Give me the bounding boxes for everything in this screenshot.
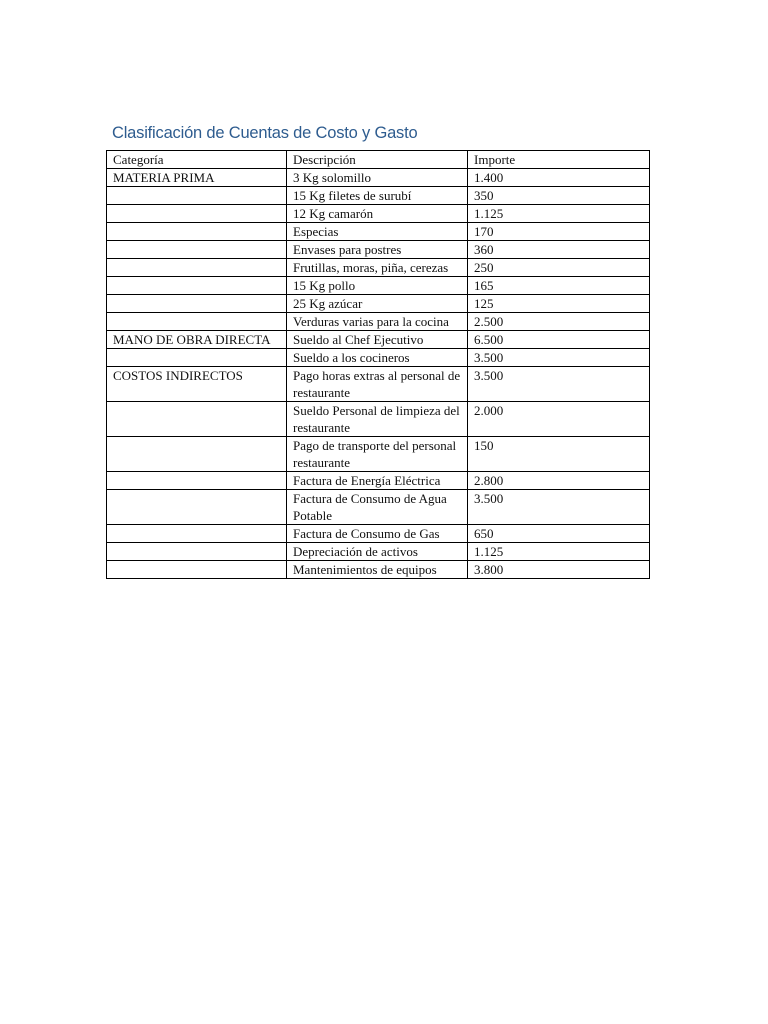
cell-categoria bbox=[107, 295, 287, 313]
page-title: Clasificación de Cuentas de Costo y Gasto bbox=[112, 124, 418, 142]
cell-importe: 165 bbox=[468, 277, 650, 295]
cell-descripcion: 3 Kg solomillo bbox=[287, 169, 468, 187]
cell-descripcion: Especias bbox=[287, 223, 468, 241]
cell-importe: 650 bbox=[468, 525, 650, 543]
cell-descripcion: Factura de Consumo de Gas bbox=[287, 525, 468, 543]
table-row bbox=[107, 349, 650, 367]
table-row bbox=[107, 367, 650, 402]
table-row bbox=[107, 205, 650, 223]
cell-categoria bbox=[107, 437, 287, 472]
table-row bbox=[107, 543, 650, 561]
cell-importe: 170 bbox=[468, 223, 650, 241]
cell-categoria bbox=[107, 277, 287, 295]
cell-categoria bbox=[107, 313, 287, 331]
cell-importe: 3.500 bbox=[468, 490, 650, 525]
cell-categoria: COSTOS INDIRECTOS bbox=[107, 367, 287, 402]
cell-categoria bbox=[107, 205, 287, 223]
cell-categoria bbox=[107, 187, 287, 205]
table-row bbox=[107, 331, 650, 349]
cell-categoria bbox=[107, 349, 287, 367]
header-importe: Importe bbox=[468, 151, 650, 169]
cell-importe: 1.400 bbox=[468, 169, 650, 187]
cell-importe: 150 bbox=[468, 437, 650, 472]
table-row bbox=[107, 437, 650, 472]
header-descripcion: Descripción bbox=[287, 151, 468, 169]
cell-categoria bbox=[107, 525, 287, 543]
table-row bbox=[107, 490, 650, 525]
cell-categoria bbox=[107, 490, 287, 525]
cell-importe: 3.500 bbox=[468, 367, 650, 402]
cell-categoria bbox=[107, 472, 287, 490]
cell-descripcion: Mantenimientos de equipos bbox=[287, 561, 468, 579]
cell-categoria bbox=[107, 259, 287, 277]
table-row bbox=[107, 472, 650, 490]
table-row bbox=[107, 169, 650, 187]
cell-importe: 2.000 bbox=[468, 402, 650, 437]
cell-importe: 2.800 bbox=[468, 472, 650, 490]
cell-categoria: MANO DE OBRA DIRECTA bbox=[107, 331, 287, 349]
cell-descripcion: Sueldo al Chef Ejecutivo bbox=[287, 331, 468, 349]
cell-categoria bbox=[107, 543, 287, 561]
cell-descripcion: Sueldo a los cocineros bbox=[287, 349, 468, 367]
cell-importe: 1.125 bbox=[468, 543, 650, 561]
cell-importe: 2.500 bbox=[468, 313, 650, 331]
cell-importe: 3.800 bbox=[468, 561, 650, 579]
cell-descripcion: Sueldo Personal de limpieza del restaurante bbox=[287, 402, 468, 437]
cell-categoria: MATERIA PRIMA bbox=[107, 169, 287, 187]
cell-categoria bbox=[107, 402, 287, 437]
cell-categoria bbox=[107, 223, 287, 241]
cell-descripcion: Pago de transporte del personal restaurante bbox=[287, 437, 468, 472]
cell-descripcion: Factura de Energía Eléctrica bbox=[287, 472, 468, 490]
cost-classification-table bbox=[106, 150, 650, 579]
cell-descripcion: Verduras varias para la cocina bbox=[287, 313, 468, 331]
table-row bbox=[107, 277, 650, 295]
table-row bbox=[107, 223, 650, 241]
cell-descripcion: Depreciación de activos bbox=[287, 543, 468, 561]
cell-importe: 6.500 bbox=[468, 331, 650, 349]
cell-importe: 3.500 bbox=[468, 349, 650, 367]
cell-importe: 125 bbox=[468, 295, 650, 313]
table-row bbox=[107, 313, 650, 331]
table-row bbox=[107, 561, 650, 579]
table-row bbox=[107, 295, 650, 313]
cell-importe: 350 bbox=[468, 187, 650, 205]
table-row bbox=[107, 525, 650, 543]
cell-descripcion: Frutillas, moras, piña, cerezas bbox=[287, 259, 468, 277]
table-row bbox=[107, 259, 650, 277]
header-categoria: Categoría bbox=[107, 151, 287, 169]
cell-descripcion: 15 Kg filetes de surubí bbox=[287, 187, 468, 205]
table-row bbox=[107, 187, 650, 205]
table-header-row bbox=[107, 151, 650, 169]
cell-descripcion: 15 Kg pollo bbox=[287, 277, 468, 295]
cell-categoria bbox=[107, 561, 287, 579]
cell-descripcion: 12 Kg camarón bbox=[287, 205, 468, 223]
cell-descripcion: 25 Kg azúcar bbox=[287, 295, 468, 313]
table-row bbox=[107, 241, 650, 259]
cell-categoria bbox=[107, 241, 287, 259]
table-row bbox=[107, 402, 650, 437]
cell-descripcion: Factura de Consumo de Agua Potable bbox=[287, 490, 468, 525]
cell-importe: 360 bbox=[468, 241, 650, 259]
cell-importe: 250 bbox=[468, 259, 650, 277]
cell-importe: 1.125 bbox=[468, 205, 650, 223]
cell-descripcion: Envases para postres bbox=[287, 241, 468, 259]
cell-descripcion: Pago horas extras al personal de restaurante bbox=[287, 367, 468, 402]
